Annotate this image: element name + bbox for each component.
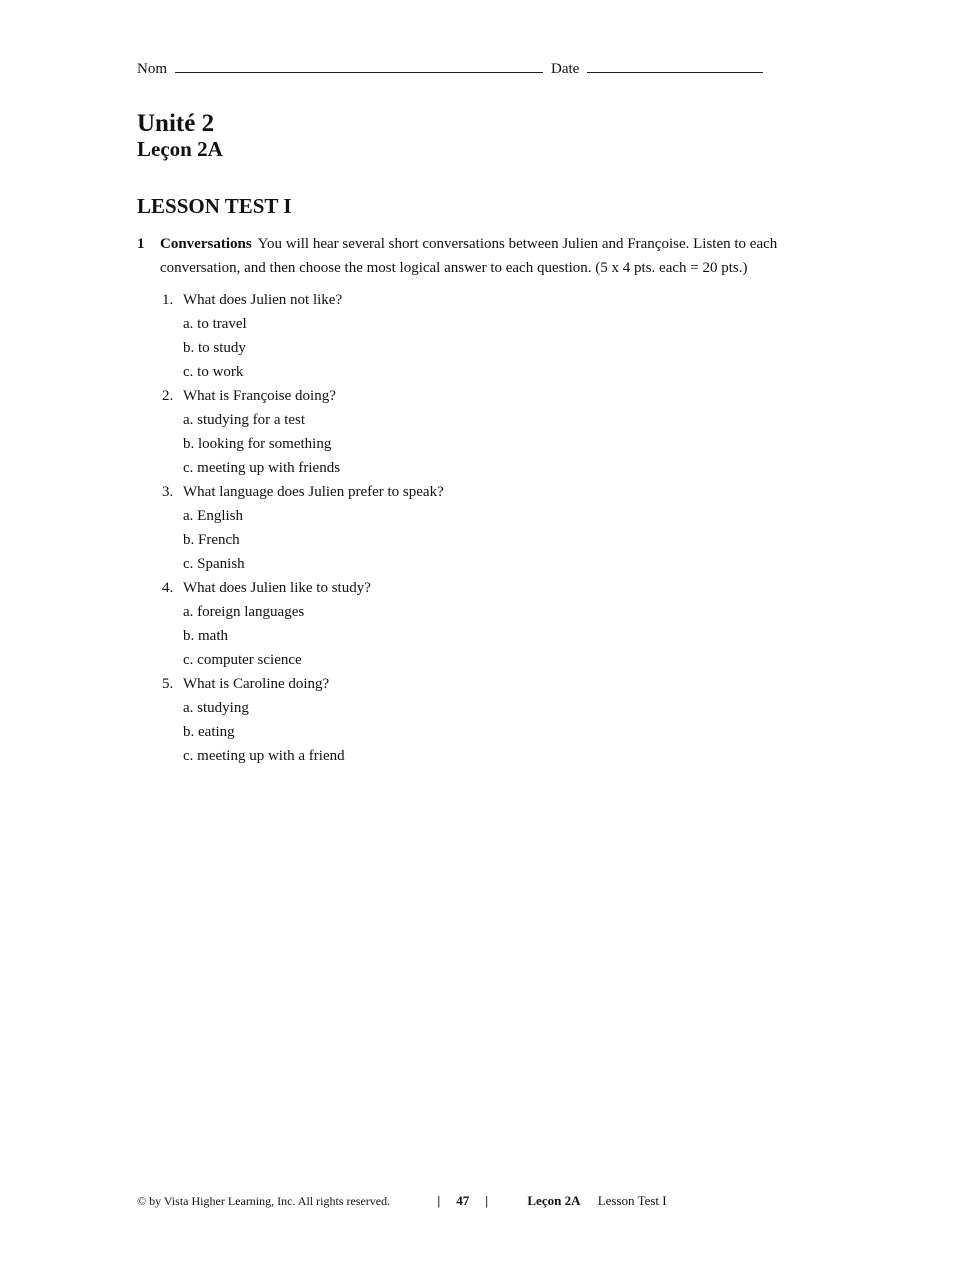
date-field-line[interactable]: [587, 60, 763, 73]
question-number: 5.: [162, 676, 174, 692]
answer-option[interactable]: b. looking for something: [183, 436, 332, 452]
section-1: [137, 232, 837, 280]
lesson-title: Leçon 2A: [137, 137, 223, 161]
pipe-left: |: [437, 1193, 441, 1208]
question-number: 4.: [162, 580, 174, 596]
page-footer: [137, 1193, 667, 1209]
question-4: [162, 576, 444, 672]
question-text: What language does Julien prefer to speak?: [183, 484, 444, 500]
answer-option[interactable]: a. studying for a test: [183, 412, 306, 428]
question-text: What is Françoise doing?: [183, 388, 336, 404]
answer-option[interactable]: c. to work: [183, 364, 244, 380]
page-number-block: [429, 1193, 496, 1209]
answer-option[interactable]: a. English: [183, 508, 243, 524]
section-instructions-block: [160, 232, 837, 280]
pipe-right: |: [485, 1193, 489, 1208]
copyright-notice: © by Vista Higher Learning, Inc. All rights reserved.: [137, 1194, 391, 1208]
date-label: Date: [551, 61, 580, 77]
question-3: [162, 480, 444, 576]
page-number: 47: [456, 1193, 470, 1208]
answer-option[interactable]: b. eating: [183, 724, 235, 740]
question-list: [162, 288, 444, 768]
answer-option[interactable]: a. foreign languages: [183, 604, 305, 620]
answer-option[interactable]: a. studying: [183, 700, 249, 716]
name-field-line[interactable]: [175, 60, 543, 73]
answer-option[interactable]: a. to travel: [183, 316, 247, 332]
question-number: 1.: [162, 292, 174, 308]
question-text: What does Julien like to study?: [183, 580, 371, 596]
answer-option[interactable]: b. to study: [183, 340, 246, 356]
name-label: Nom: [137, 61, 167, 77]
question-text: What is Caroline doing?: [183, 676, 330, 692]
section-number: 1: [137, 236, 145, 252]
question-number: 3.: [162, 484, 174, 500]
question-5: [162, 672, 444, 768]
section-heading: Conversations: [160, 236, 252, 252]
section-instructions: You will hear several short conversations between Julien and Françoise. Listen to each conversation, and then choose the most logical answer to each question. (5 x 4 pts. each = 20 pts.): [160, 236, 778, 276]
answer-option[interactable]: b. French: [183, 532, 240, 548]
footer-lesson: Leçon 2A: [527, 1193, 581, 1208]
answer-option[interactable]: c. computer science: [183, 652, 302, 668]
answer-option[interactable]: c. meeting up with a friend: [183, 748, 345, 764]
question-1: [162, 288, 444, 384]
name-date-header: [137, 60, 763, 78]
footer-test-name: Lesson Test I: [597, 1193, 667, 1208]
question-number: 2.: [162, 388, 174, 404]
unit-title: Unité 2: [137, 110, 215, 137]
question-2: [162, 384, 444, 480]
question-text: What does Julien not like?: [183, 292, 343, 308]
answer-option[interactable]: c. meeting up with friends: [183, 460, 341, 476]
answer-option[interactable]: c. Spanish: [183, 556, 245, 572]
test-title: LESSON TEST I: [137, 194, 292, 218]
answer-option[interactable]: b. math: [183, 628, 228, 644]
